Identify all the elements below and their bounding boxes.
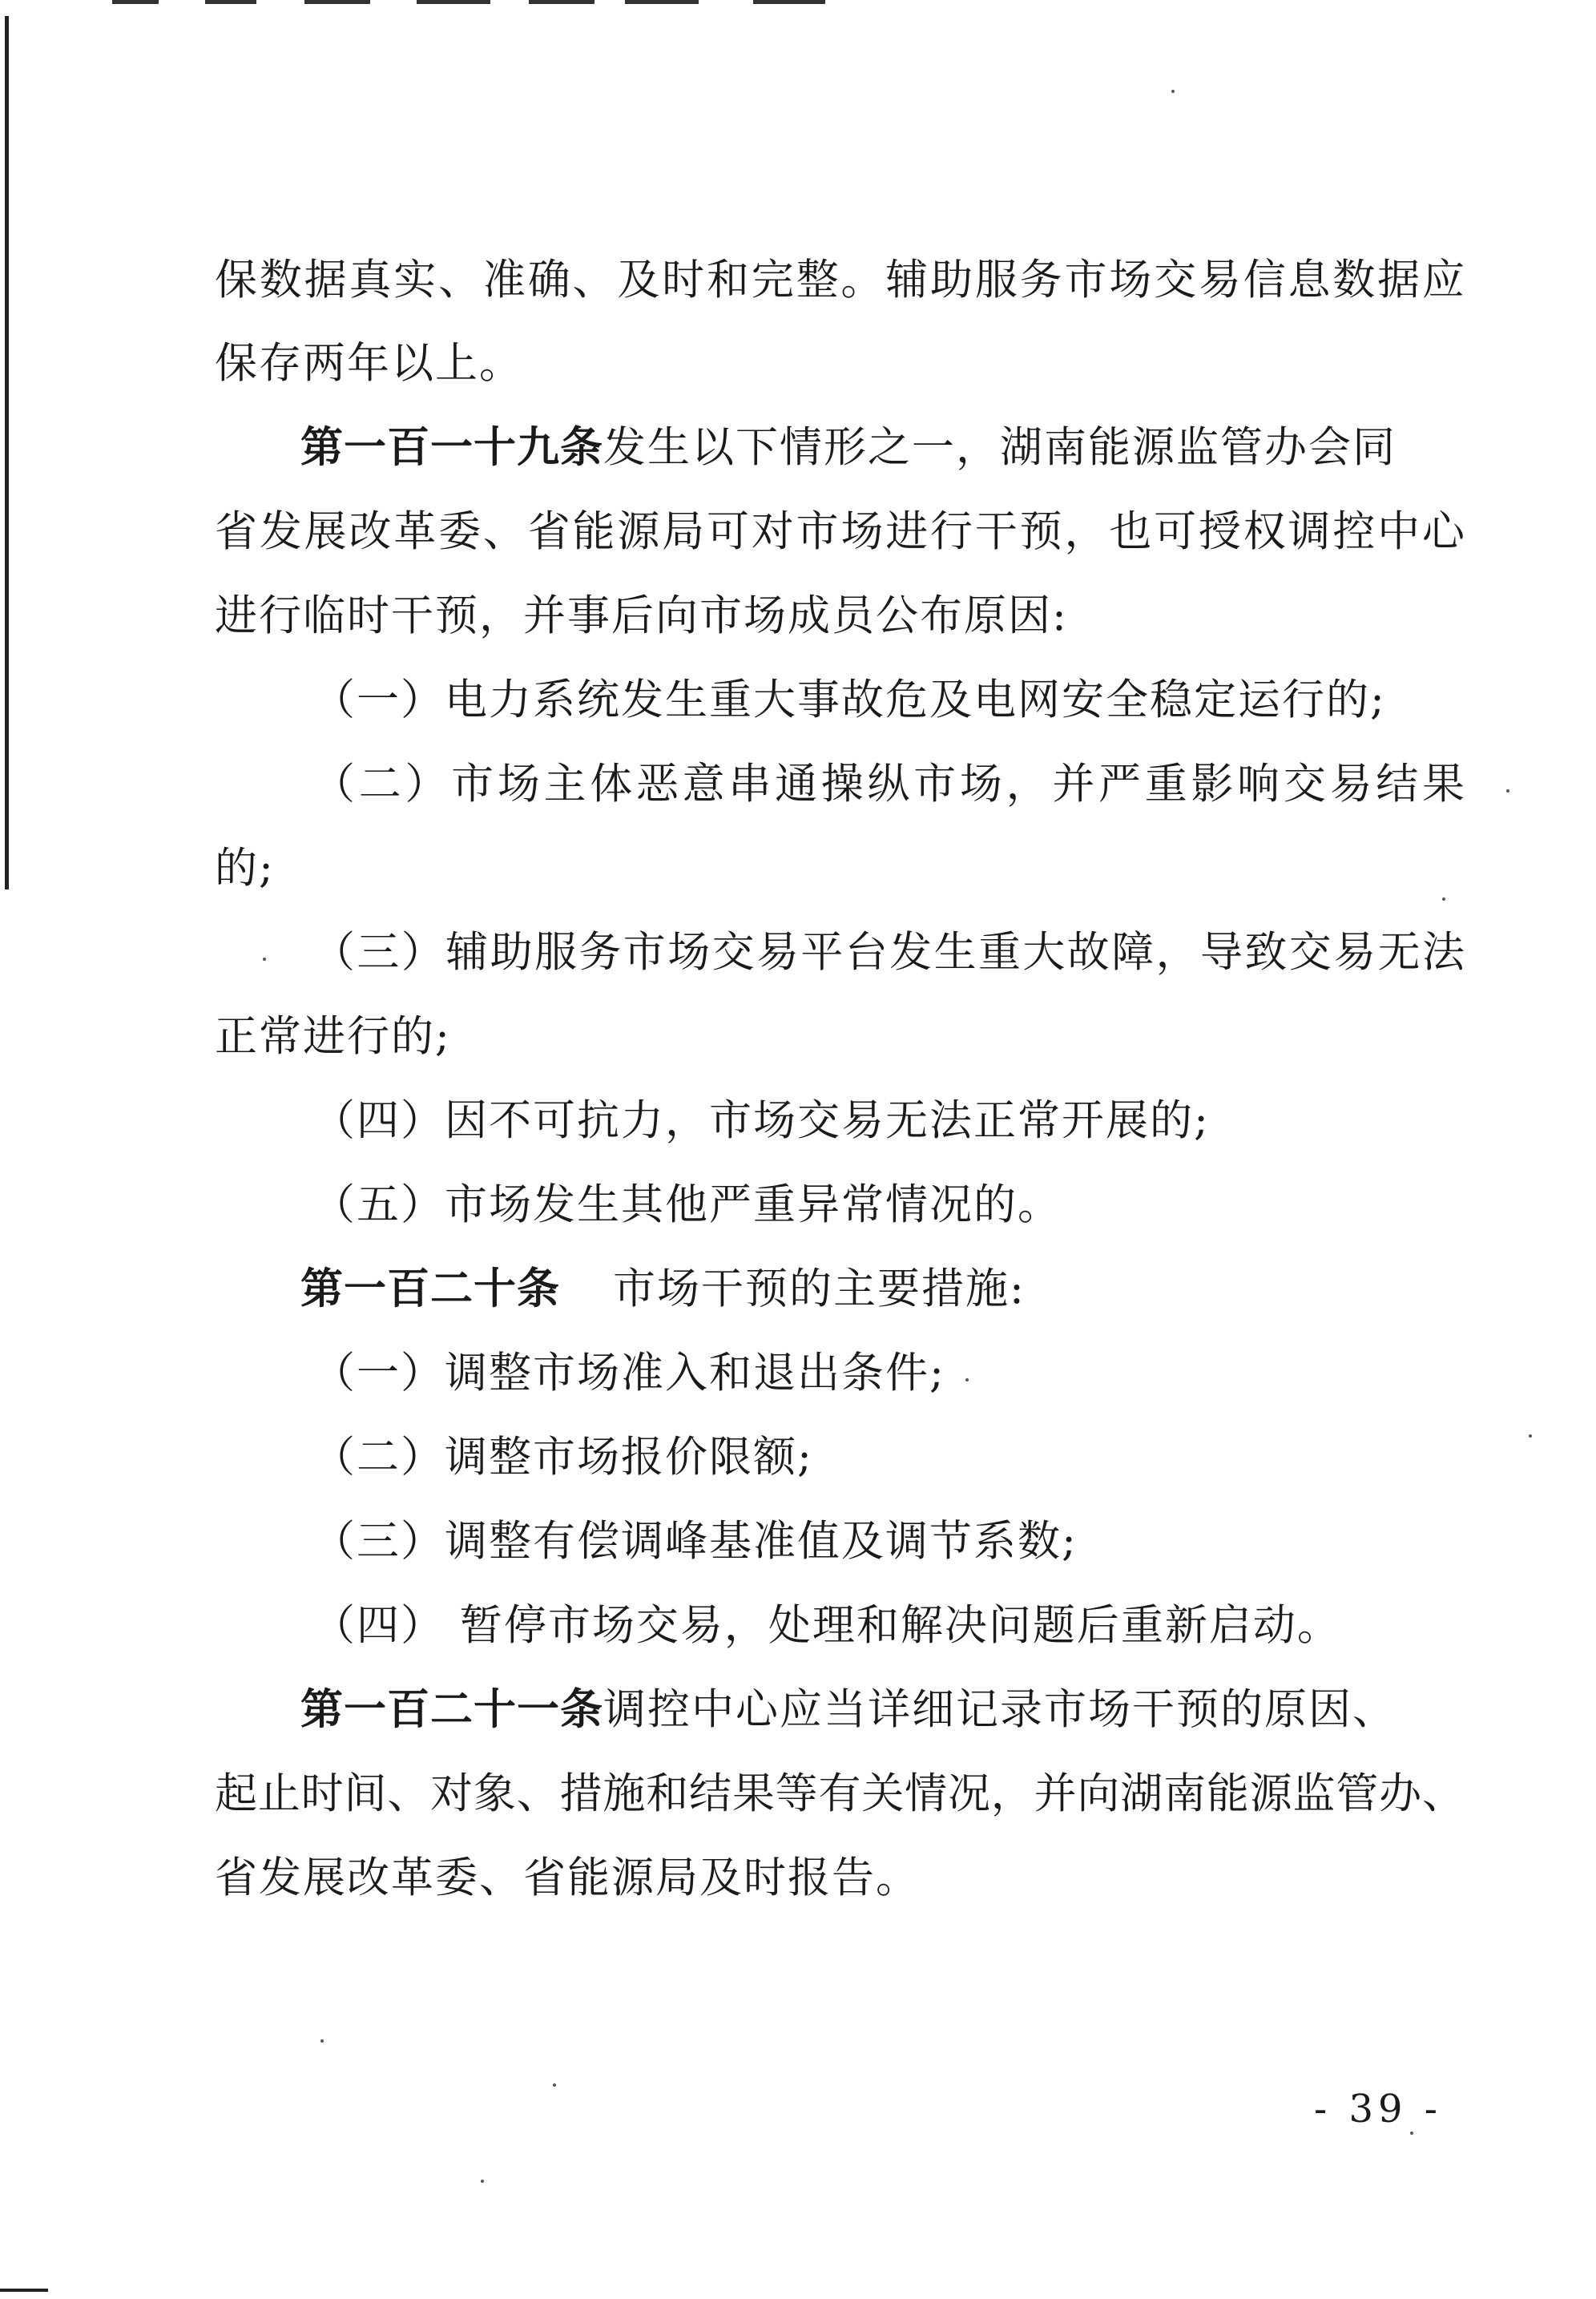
article-text: 市场干预的主要措施: xyxy=(613,1264,1026,1313)
scan-speck xyxy=(263,958,266,961)
scan-edge-left xyxy=(5,16,9,889)
page-number: - 39 - xyxy=(1313,2087,1442,2132)
scan-speck xyxy=(1506,789,1509,793)
list-item: （五）市场发生其他严重异常情况的。 xyxy=(312,1180,1062,1229)
paragraph-line: 起止时间、对象、措施和结果等有关情况，并向湖南能源监管办、 xyxy=(215,1769,1465,1818)
scan-top-mark xyxy=(205,0,256,4)
article-text: 发生以下情形之一，湖南能源监管办会同 xyxy=(603,423,1396,472)
list-item: （二）市场主体恶意串通操纵市场，并严重影响交易结果 xyxy=(312,760,1465,809)
scan-top-mark xyxy=(304,0,370,4)
article-text: 调控中心应当详细记录市场干预的原因、 xyxy=(603,1685,1396,1734)
article-121-line xyxy=(300,1684,1465,1736)
scan-speck xyxy=(553,2083,556,2087)
article-heading: 第一百二十条 xyxy=(300,1264,560,1313)
article-119-line xyxy=(300,422,1465,474)
list-item: （一）电力系统发生重大事故危及电网安全稳定运行的; xyxy=(312,676,1386,724)
scan-speck xyxy=(1529,1434,1532,1438)
list-item: （三）辅助服务市场交易平台发生重大故障，导致交易无法 xyxy=(312,928,1465,977)
list-item: （四）因不可抗力，市场交易无法正常开展的; xyxy=(312,1096,1210,1145)
list-item: （二）调整市场报价限额; xyxy=(312,1433,813,1482)
scan-top-mark xyxy=(417,0,490,4)
scan-top-mark xyxy=(529,0,594,4)
paragraph-line: 保存两年以上。 xyxy=(215,339,523,388)
list-item: （四） 暂停市场交易，处理和解决问题后重新启动。 xyxy=(312,1601,1341,1650)
list-item: （一）调整市场准入和退出条件; xyxy=(312,1349,945,1398)
scan-speck xyxy=(1171,90,1175,93)
scan-top-mark xyxy=(753,0,825,4)
list-item-continuation: 的; xyxy=(215,844,275,893)
scan-top-mark xyxy=(625,0,699,4)
article-120-line xyxy=(300,1264,1465,1315)
scan-top-mark xyxy=(112,0,159,4)
paragraph-line: 省发展改革委、省能源局及时报告。 xyxy=(215,1853,920,1902)
scan-edge-bottom xyxy=(0,2289,48,2292)
paragraph-line: 保数据真实、准确、及时和完整。辅助服务市场交易信息数据应 xyxy=(215,256,1465,305)
list-item: （三）调整有偿调峰基准值及调节系数; xyxy=(312,1517,1078,1566)
list-item-continuation: 正常进行的; xyxy=(215,1012,451,1061)
article-heading: 第一百一十九条 xyxy=(300,423,603,472)
scan-speck xyxy=(1442,897,1445,901)
scan-speck xyxy=(320,2039,324,2043)
paragraph-line: 省发展改革委、省能源局可对市场进行干预，也可授权调控中心 xyxy=(215,507,1465,556)
paragraph-line: 进行临时干预，并事后向市场成员公布原因: xyxy=(215,591,1068,640)
scan-speck xyxy=(481,2180,484,2183)
article-heading: 第一百二十一条 xyxy=(300,1685,603,1734)
